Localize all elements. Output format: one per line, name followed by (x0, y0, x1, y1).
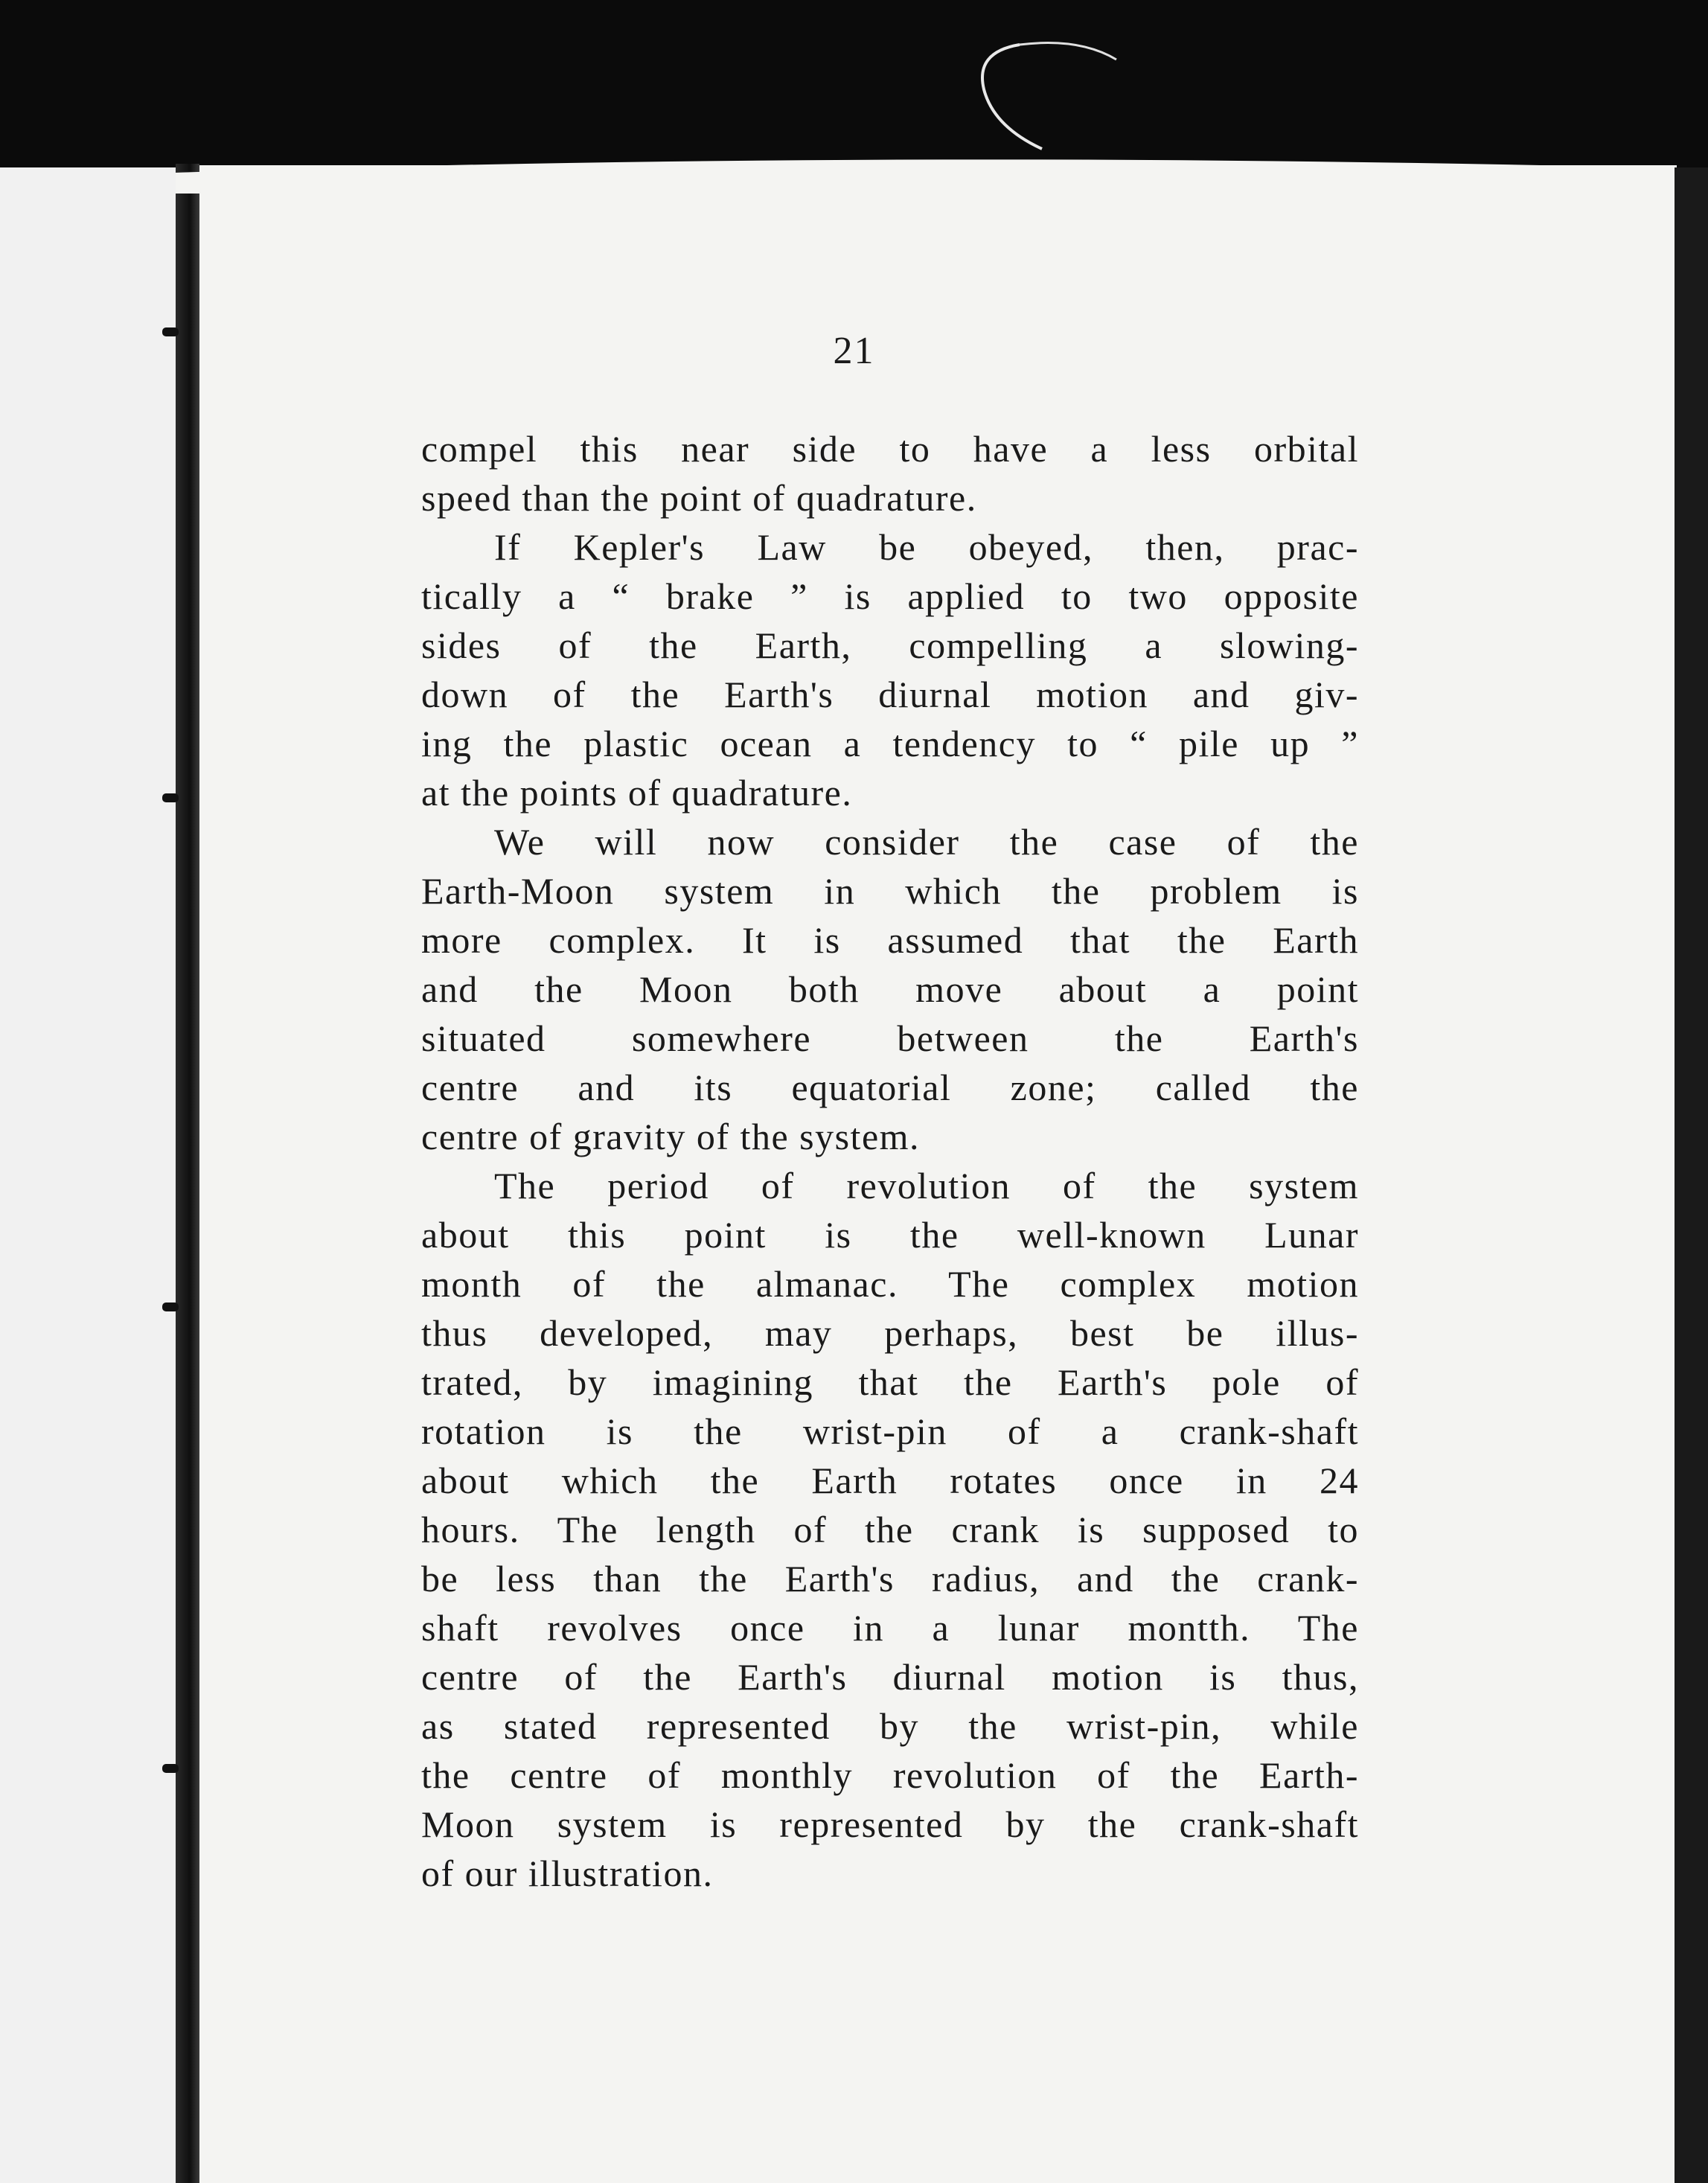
text-line: down of the Earth's diurnal motion and giv- (421, 674, 1359, 715)
facing-page-margin (0, 167, 179, 2183)
text-line: month of the almanac. The complex motion (421, 1263, 1359, 1305)
text-line: at the points of quadrature. (421, 772, 853, 814)
binding-staple-mark (162, 1764, 179, 1773)
text-line: trated, by imagining that the Earth's pole of (421, 1361, 1359, 1403)
text-line: be less than the Earth's radius, and the crank- (421, 1558, 1359, 1599)
text-line: We will now consider the case of the (494, 821, 1359, 863)
text-line: thus developed, may perhaps, best be illus- (421, 1312, 1359, 1354)
binding-staple-mark (162, 793, 179, 802)
text-line: If Kepler's Law be obeyed, then, prac- (494, 526, 1359, 568)
text-line: ing the plastic ocean a tendency to “ pile up ” (421, 723, 1359, 764)
text-line: centre and its equatorial zone; called the (421, 1067, 1359, 1108)
text-line: sides of the Earth, compelling a slowing- (421, 624, 1359, 666)
text-line: rotation is the wrist-pin of a crank-shaft (421, 1410, 1359, 1452)
book-spine (176, 164, 199, 2183)
text-line: about which the Earth rotates once in 24 (421, 1460, 1359, 1501)
text-line: compel this near side to have a less orbital (421, 428, 1359, 470)
text-line: speed than the point of quadrature. (421, 477, 977, 519)
text-line: as stated represented by the wrist-pin, while (421, 1705, 1359, 1747)
page-number: 21 (833, 330, 875, 372)
text-line: Moon system is represented by the crank-shaft (421, 1803, 1359, 1845)
text-line: of our illustration. (421, 1853, 714, 1894)
scan-top-border (0, 0, 1708, 167)
text-line: centre of gravity of the system. (421, 1116, 921, 1157)
text-line: more complex. It is assumed that the Earth (421, 919, 1359, 961)
text-line: shaft revolves once in a lunar montth. The (421, 1607, 1359, 1649)
text-line: centre of the Earth's diurnal motion is thus, (421, 1656, 1359, 1698)
binding-staple-mark (162, 1303, 179, 1311)
body-text (421, 424, 1359, 1898)
text-line: The period of revolution of the system (494, 1165, 1359, 1206)
text-line: Earth-Moon system in which the problem is (421, 870, 1359, 912)
text-line: about this point is the well-known Lunar (421, 1214, 1359, 1256)
text-line: tically a “ brake ” is applied to two opposite (421, 575, 1359, 617)
text-line: the centre of monthly revolution of the Earth- (421, 1754, 1359, 1796)
text-line: and the Moon both move about a point (421, 968, 1359, 1010)
text-line: hours. The length of the crank is supposed to (421, 1509, 1359, 1550)
text-line: situated somewhere between the Earth's (421, 1017, 1359, 1059)
scan-right-border (1675, 167, 1708, 2183)
